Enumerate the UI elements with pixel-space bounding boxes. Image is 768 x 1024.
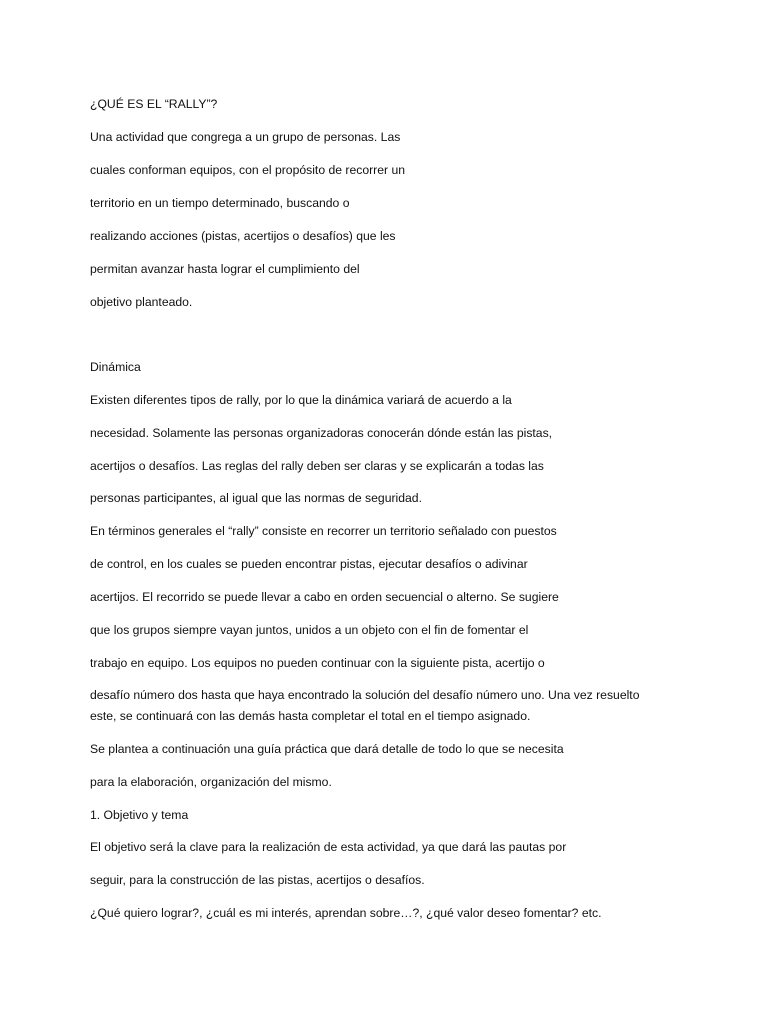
subsection-line: ¿Qué quiero lograr?, ¿cuál es mi interés, aprendan sobre…?, ¿qué valor deseo fomentar? etc. <box>90 906 602 920</box>
body-line: para la elaboración, organización del mismo. <box>90 775 332 789</box>
intro-line: permitan avanzar hasta lograr el cumplimiento del <box>90 262 360 276</box>
body-line: que los grupos siempre vayan juntos, unidos a un objeto con el fin de fomentar el <box>90 623 529 637</box>
subsection-line: El objetivo será la clave para la realización de esta actividad, ya que dará las pautas por <box>90 840 567 854</box>
body-line: Existen diferentes tipos de rally, por lo que la dinámica variará de acuerdo a la <box>90 393 512 407</box>
body-line: acertijos o desafíos. Las reglas del rally deben ser claras y se explicarán a todas las <box>90 459 544 473</box>
body-line: desafío número dos hasta que haya encontrado la solución del desafío número uno. Una vez resuelto <box>90 688 640 702</box>
body-line: personas participantes, al igual que las normas de seguridad. <box>90 491 422 505</box>
section-title: Dinámica <box>90 360 141 374</box>
subsection-line: seguir, para la construcción de las pistas, acertijos o desafíos. <box>90 873 425 887</box>
body-line: acertijos. El recorrido se puede llevar a cabo en orden secuencial o alterno. Se sugiere <box>90 590 559 604</box>
intro-line: cuales conforman equipos, con el propósito de recorrer un <box>90 163 406 177</box>
body-line: de control, en los cuales se pueden encontrar pistas, ejecutar desafíos o adivinar <box>90 557 528 571</box>
body-line: este, se continuará con las demás hasta completar el total en el tiempo asignado. <box>90 709 531 723</box>
body-line: Se plantea a continuación una guía práctica que dará detalle de todo lo que se necesita <box>90 742 564 756</box>
body-line: necesidad. Solamente las personas organizadoras conocerán dónde están las pistas, <box>90 426 553 440</box>
intro-line: realizando acciones (pistas, acertijos o desafíos) que les <box>90 229 396 243</box>
intro-line: territorio en un tiempo determinado, buscando o <box>90 196 350 210</box>
intro-line: Una actividad que congrega a un grupo de personas. Las <box>90 130 401 144</box>
body-line: trabajo en equipo. Los equipos no pueden continuar con la siguiente pista, acertijo o <box>90 656 545 670</box>
intro-line: objetivo planteado. <box>90 295 193 309</box>
subsection-title: 1. Objetivo y tema <box>90 808 189 822</box>
body-line: En términos generales el “rally” consiste en recorrer un territorio señalado con puestos <box>90 524 557 538</box>
document-heading: ¿QUÉ ES EL “RALLY”? <box>90 97 218 111</box>
